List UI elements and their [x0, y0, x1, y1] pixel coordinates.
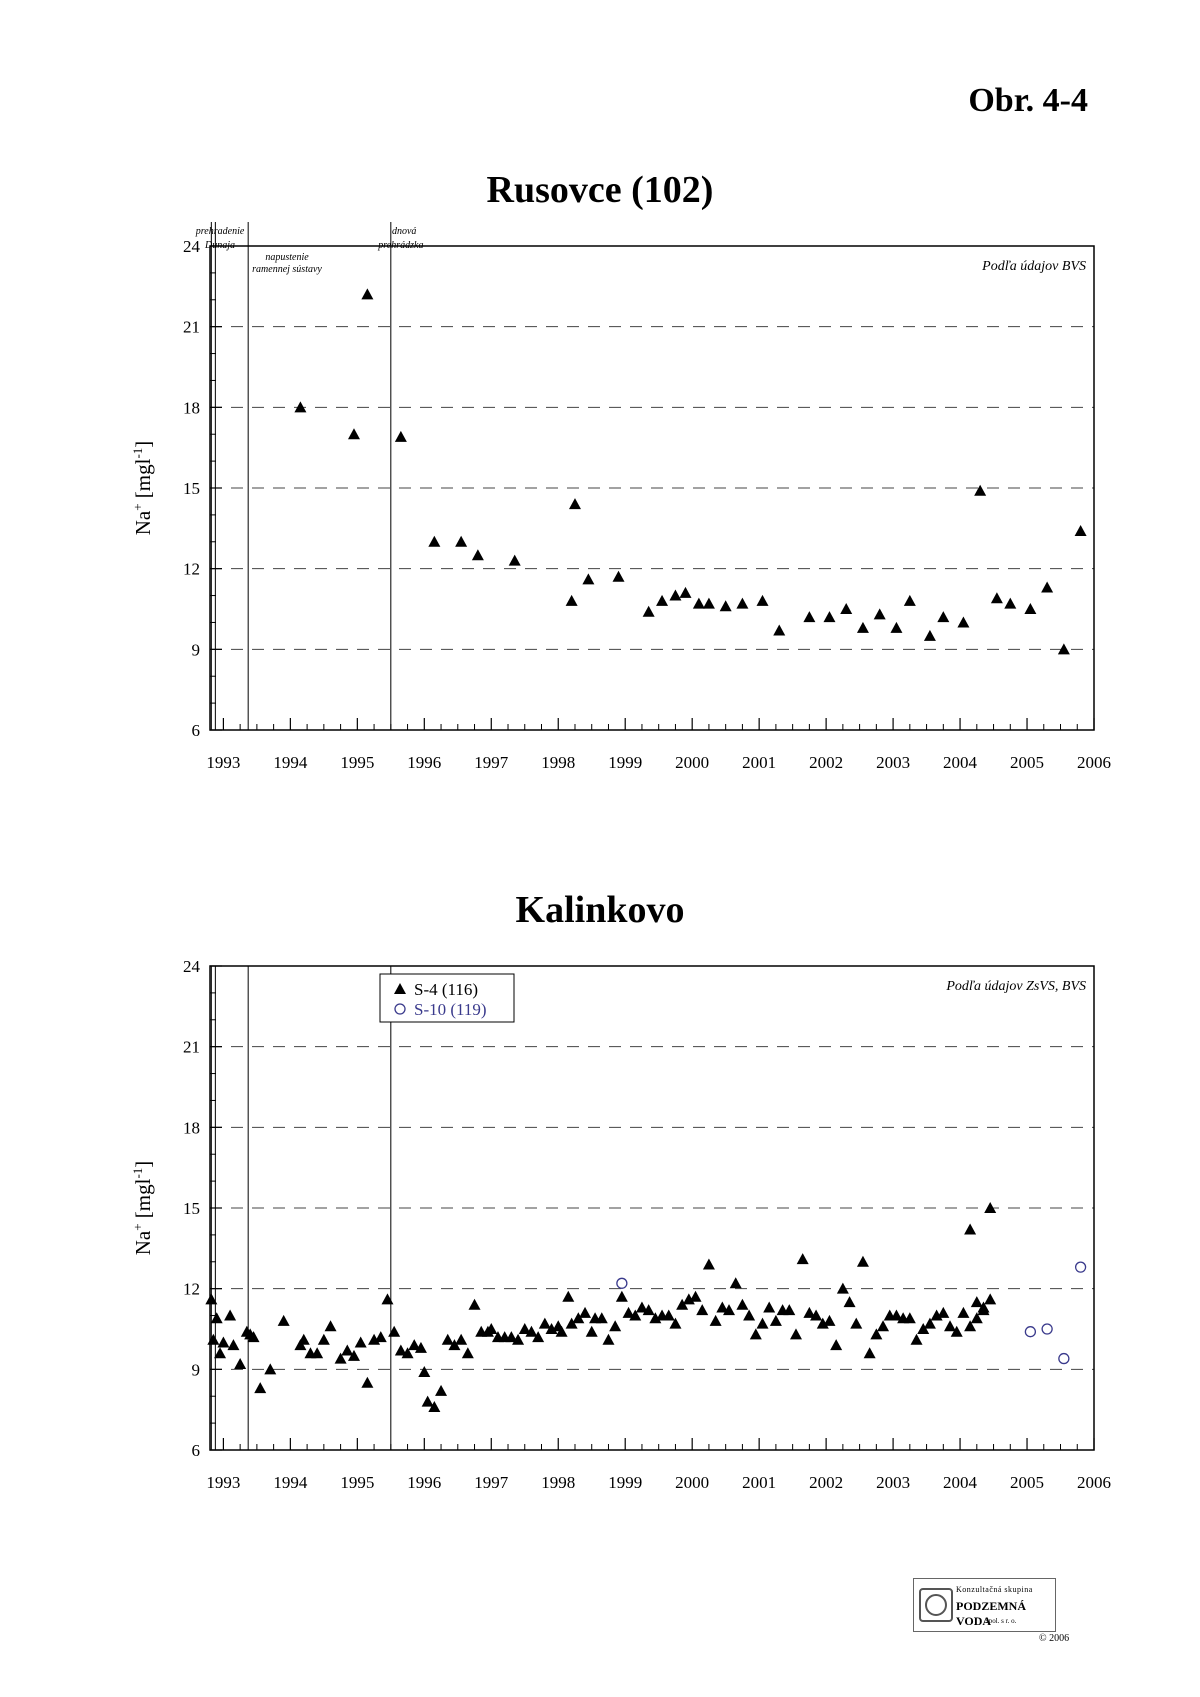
data-point-triangle	[602, 1334, 614, 1345]
chart-title-rusovce: Rusovce (102)	[486, 169, 714, 211]
data-point-triangle	[1024, 603, 1036, 614]
event-label-prehradenie: prehradenie	[195, 226, 245, 237]
y-tick-label: 9	[191, 640, 200, 660]
data-point-triangle	[803, 611, 815, 622]
data-point-triangle	[1004, 598, 1016, 609]
data-point-triangle	[613, 571, 625, 582]
data-point-triangle	[877, 1320, 889, 1331]
data-point-triangle	[227, 1339, 239, 1350]
data-point-triangle	[971, 1296, 983, 1307]
x-tick-label: 1995	[340, 1473, 375, 1492]
y-axis-label	[130, 1161, 155, 1256]
data-point-triangle	[562, 1291, 574, 1302]
source-note: Podľa údajov ZsVS, BVS	[946, 979, 1086, 994]
y-tick-label: 6	[191, 1441, 200, 1460]
event-label-dunaja: Dunaja	[205, 240, 236, 251]
data-point-triangle	[703, 598, 715, 609]
x-tick-label: 1995	[340, 753, 375, 772]
data-point-triangle	[857, 622, 869, 633]
data-point-triangle	[469, 1299, 481, 1310]
company-logo-icon	[919, 1588, 953, 1622]
data-point-circle	[1042, 1324, 1052, 1334]
data-point-triangle	[937, 1307, 949, 1318]
data-point-triangle	[924, 630, 936, 641]
x-tick-label: 1997	[474, 753, 509, 772]
x-tick-label: 1996	[407, 1473, 442, 1492]
y-tick-label: 6	[191, 721, 200, 740]
data-point-triangle	[422, 1396, 434, 1407]
y-axis-label-part: Na	[131, 1230, 155, 1256]
data-point-triangle	[579, 1307, 591, 1318]
y-axis-label-superscript: -1	[130, 447, 145, 459]
data-point-triangle	[743, 1310, 755, 1321]
y-axis-label-part: [mgl	[131, 458, 155, 504]
y-axis-label-part: [mgl	[131, 1178, 155, 1224]
data-point-triangle	[254, 1382, 266, 1393]
data-point-circle	[1076, 1262, 1086, 1272]
company-name: PODZEMNÁ VODA	[956, 1599, 1026, 1628]
data-point-triangle	[911, 1334, 923, 1345]
x-tick-label: 2000	[675, 1473, 710, 1492]
data-point-triangle	[750, 1328, 762, 1339]
data-point-circle	[617, 1278, 627, 1288]
y-axis-label-superscript: +	[130, 1223, 145, 1231]
figure-label: Obr. 4-4	[968, 82, 1088, 119]
data-point-triangle	[797, 1253, 809, 1264]
data-point-triangle	[566, 595, 578, 606]
data-point-triangle	[455, 1334, 467, 1345]
company-logo	[913, 1578, 1056, 1632]
y-tick-label: 18	[183, 398, 200, 418]
data-point-triangle	[669, 590, 681, 601]
data-point-triangle	[616, 1291, 628, 1302]
data-point-triangle	[937, 611, 949, 622]
data-point-triangle	[957, 1307, 969, 1318]
data-point-circle	[1059, 1354, 1069, 1364]
data-point-triangle	[874, 608, 886, 619]
x-tick-label: 2004	[943, 753, 978, 772]
legend-label: S-10 (119)	[414, 1000, 487, 1019]
data-point-triangle	[609, 1320, 621, 1331]
data-point-triangle	[375, 1331, 387, 1342]
chart-kalinkovo	[0, 948, 1200, 1568]
data-point-triangle	[984, 1293, 996, 1304]
x-tick-label: 1999	[608, 1473, 643, 1492]
data-point-triangle	[224, 1310, 236, 1321]
data-point-triangle	[428, 536, 440, 547]
x-tick-label: 2004	[943, 1473, 978, 1492]
data-point-triangle	[582, 573, 594, 584]
y-tick-label: 15	[183, 1199, 200, 1218]
x-tick-label: 1998	[541, 1473, 576, 1492]
chart-title-kalinkovo: Kalinkovo	[515, 889, 685, 931]
data-point-triangle	[957, 616, 969, 627]
y-axis-label-superscript: +	[130, 503, 145, 511]
data-point-triangle	[693, 598, 705, 609]
y-tick-label: 24	[183, 957, 200, 976]
x-tick-label: 2003	[876, 753, 911, 772]
y-tick-label: 21	[183, 1037, 200, 1057]
source-note: Podľa údajov BVS	[982, 259, 1086, 274]
y-axis-label-part: ]	[131, 440, 155, 448]
data-point-triangle	[217, 1336, 229, 1347]
data-point-triangle	[757, 595, 769, 606]
company-sub-text: spol. s r. o.	[986, 1617, 1017, 1625]
data-point-triangle	[361, 288, 373, 299]
data-point-triangle	[569, 498, 581, 509]
data-point-triangle	[757, 1318, 769, 1329]
x-tick-label: 2001	[742, 1473, 777, 1492]
data-point-triangle	[234, 1358, 246, 1369]
data-point-triangle	[361, 1377, 373, 1388]
data-point-triangle	[944, 1320, 956, 1331]
data-point-triangle	[325, 1320, 337, 1331]
data-point-triangle	[679, 587, 691, 598]
data-point-triangle	[840, 603, 852, 614]
data-point-triangle	[974, 485, 986, 496]
data-point-triangle	[509, 555, 521, 566]
data-point-triangle	[964, 1224, 976, 1235]
x-tick-label: 1994	[273, 1473, 308, 1492]
x-tick-label: 2002	[809, 753, 844, 772]
x-tick-label: 1993	[206, 1473, 241, 1492]
data-point-triangle	[355, 1336, 367, 1347]
data-point-triangle	[790, 1328, 802, 1339]
data-point-triangle	[823, 1315, 835, 1326]
data-point-triangle	[730, 1277, 742, 1288]
data-point-triangle	[278, 1315, 290, 1326]
data-point-triangle	[844, 1296, 856, 1307]
y-axis-label-superscript: -1	[130, 1167, 145, 1179]
x-tick-label: 1993	[206, 753, 241, 772]
y-tick-label: 18	[183, 1118, 200, 1138]
y-tick-label: 12	[183, 559, 200, 579]
y-tick-label: 9	[191, 1360, 200, 1380]
data-point-triangle	[341, 1345, 353, 1356]
data-point-triangle	[763, 1301, 775, 1312]
data-point-triangle	[435, 1385, 447, 1396]
data-point-triangle	[472, 549, 484, 560]
data-point-triangle	[586, 1326, 598, 1337]
data-point-triangle	[736, 1299, 748, 1310]
x-tick-label: 2005	[1010, 753, 1045, 772]
y-axis-label	[130, 441, 155, 536]
data-point-triangle	[857, 1256, 869, 1267]
data-point-triangle	[890, 622, 902, 633]
data-point-triangle	[1075, 525, 1087, 536]
data-point-triangle	[991, 592, 1003, 603]
y-tick-label: 15	[183, 479, 200, 498]
data-point-triangle	[381, 1293, 393, 1304]
data-point-circle	[1025, 1327, 1035, 1337]
data-point-triangle	[823, 611, 835, 622]
data-point-triangle	[656, 595, 668, 606]
data-point-triangle	[318, 1334, 330, 1345]
x-tick-label: 1996	[407, 753, 442, 772]
data-point-triangle	[539, 1318, 551, 1329]
x-tick-label: 1999	[608, 753, 643, 772]
x-tick-label: 1994	[273, 753, 308, 772]
x-tick-label: 2001	[742, 753, 777, 772]
y-axis-label-part: ]	[131, 1160, 155, 1168]
copyright: © 2006	[1039, 1633, 1070, 1644]
data-point-triangle	[696, 1304, 708, 1315]
y-tick-label: 21	[183, 317, 200, 337]
event-label-napustenie: napustenie	[265, 252, 309, 263]
company-top-text: Konzultačná skupina	[956, 1585, 1033, 1594]
x-tick-label: 1998	[541, 753, 576, 772]
data-point-triangle	[773, 625, 785, 636]
data-point-triangle	[690, 1291, 702, 1302]
data-point-triangle	[850, 1318, 862, 1329]
data-point-triangle	[442, 1334, 454, 1345]
data-point-triangle	[211, 1312, 223, 1323]
event-label-dnova: dnová	[391, 226, 417, 237]
data-point-triangle	[837, 1283, 849, 1294]
data-point-triangle	[643, 606, 655, 617]
x-tick-label: 2005	[1010, 1473, 1045, 1492]
y-tick-label: 12	[183, 1279, 200, 1299]
data-point-triangle	[418, 1366, 430, 1377]
data-point-triangle	[388, 1326, 400, 1337]
x-tick-label: 1997	[474, 1473, 509, 1492]
data-point-triangle	[294, 401, 306, 412]
x-tick-label: 2006	[1077, 753, 1111, 772]
data-point-triangle	[298, 1334, 310, 1345]
chart-rusovce	[0, 228, 1200, 848]
data-point-triangle	[395, 431, 407, 442]
x-tick-label: 2006	[1077, 1473, 1111, 1492]
event-label-prehradzka: prehrádzka	[378, 240, 424, 251]
data-point-triangle	[348, 428, 360, 439]
data-point-triangle	[770, 1315, 782, 1326]
event-label-ramennej: ramennej sústavy	[252, 264, 322, 275]
data-point-triangle	[830, 1339, 842, 1350]
x-tick-label: 2002	[809, 1473, 844, 1492]
data-point-triangle	[462, 1347, 474, 1358]
data-point-triangle	[736, 598, 748, 609]
data-point-triangle	[904, 595, 916, 606]
data-point-triangle	[703, 1258, 715, 1269]
y-tick-label: 24	[183, 237, 200, 256]
data-point-triangle	[710, 1315, 722, 1326]
data-point-triangle	[864, 1347, 876, 1358]
y-axis-label-part: Na	[131, 510, 155, 536]
data-point-triangle	[1041, 581, 1053, 592]
x-tick-label: 2003	[876, 1473, 911, 1492]
data-point-triangle	[455, 536, 467, 547]
legend-label: S-4 (116)	[414, 980, 479, 999]
data-point-triangle	[207, 1334, 219, 1345]
data-point-triangle	[720, 600, 732, 611]
x-tick-label: 2000	[675, 753, 710, 772]
